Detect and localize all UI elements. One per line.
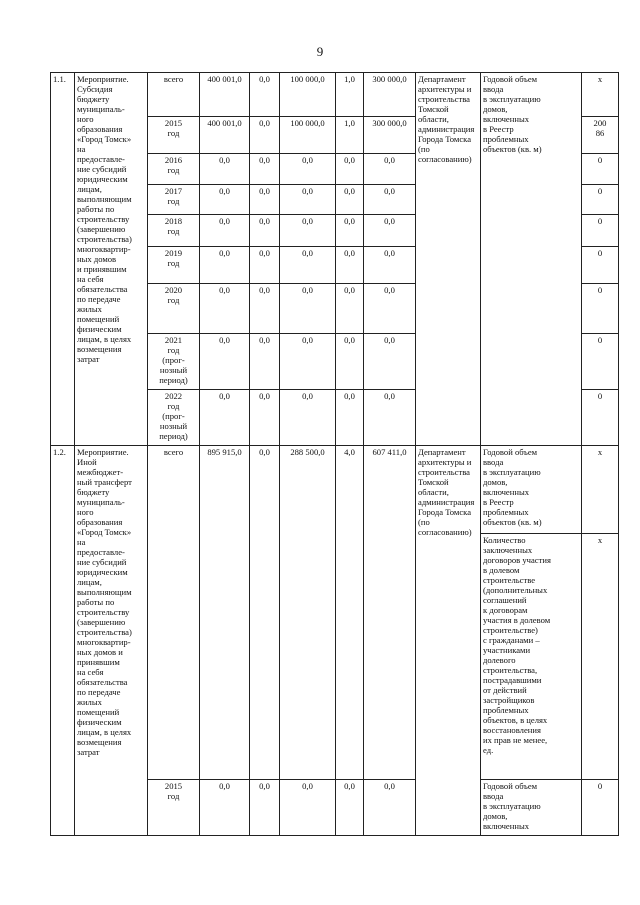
indicator-cell: Годовой объем ввода в эксплуатацию домов, включенных в Реестр проблемных объектов (кв. м) xyxy=(481,73,582,446)
value-cell: 0,0 xyxy=(364,390,416,446)
year-cell: 2022 год (прог- нозный период) xyxy=(148,390,200,446)
indicator-value: x xyxy=(582,534,619,780)
value-cell: 400 001,0 xyxy=(200,73,250,117)
value-cell: 0,0 xyxy=(250,390,280,446)
value-cell: 0,0 xyxy=(280,284,336,334)
indicator-value: 0 xyxy=(582,284,619,334)
value-cell: 100 000,0 xyxy=(280,73,336,117)
indicator-cell: Годовой объем ввода в эксплуатацию домов, включенных xyxy=(481,780,582,836)
value-cell: 0,0 xyxy=(364,334,416,390)
value-cell: 0,0 xyxy=(200,284,250,334)
indicator-value: 0 xyxy=(582,154,619,185)
value-cell: 0,0 xyxy=(200,247,250,284)
value-cell: 0,0 xyxy=(200,334,250,390)
value-cell: 0,0 xyxy=(200,780,250,836)
value-cell: 0,0 xyxy=(280,154,336,185)
value-cell: 0,0 xyxy=(364,247,416,284)
value-cell: 288 500,0 xyxy=(280,446,336,780)
table-row xyxy=(51,446,619,534)
value-cell: 300 000,0 xyxy=(364,73,416,117)
value-cell: 0,0 xyxy=(200,154,250,185)
indicator-value: x xyxy=(582,446,619,534)
year-cell: 2021 год (прог- нозный период) xyxy=(148,334,200,390)
value-cell: 0,0 xyxy=(336,284,364,334)
value-cell: 0,0 xyxy=(250,117,280,154)
value-cell: 0,0 xyxy=(364,185,416,215)
value-cell: 0,0 xyxy=(250,247,280,284)
value-cell: 0,0 xyxy=(364,780,416,836)
value-cell: 0,0 xyxy=(336,154,364,185)
value-cell: 0,0 xyxy=(336,390,364,446)
value-cell: 0,0 xyxy=(280,780,336,836)
value-cell: 0,0 xyxy=(250,185,280,215)
value-cell: 4,0 xyxy=(336,446,364,780)
executor-cell: Департамент архитектуры и строительства Томской области, администрация Города Томска (по согласованию) xyxy=(416,446,481,836)
page-number: 9 xyxy=(316,44,324,59)
value-cell: 895 915,0 xyxy=(200,446,250,780)
year-cell: 2018 год xyxy=(148,215,200,247)
year-cell: 2016 год xyxy=(148,154,200,185)
event-description: Мероприятие. Субсидия бюджету муниципаль- ного образования «Город Томск» на предоставле- ние субсидий юридическим лицам, выполняющим работы по строительству (завершению строительства) многоквартир- ных домов и принявшим на себя обязательства по передаче жилых помещений физическим лицам, в целях возмещения затрат xyxy=(75,73,148,446)
value-cell: 0,0 xyxy=(280,215,336,247)
value-cell: 607 411,0 xyxy=(364,446,416,780)
indicator-value: 0 xyxy=(582,185,619,215)
value-cell: 0,0 xyxy=(250,154,280,185)
year-cell: всего xyxy=(148,446,200,780)
value-cell: 0,0 xyxy=(336,247,364,284)
value-cell: 0,0 xyxy=(280,390,336,446)
year-cell: всего xyxy=(148,73,200,117)
item-number: 1.2. xyxy=(51,446,75,836)
value-cell: 0,0 xyxy=(364,154,416,185)
value-cell: 1,0 xyxy=(336,117,364,154)
value-cell: 0,0 xyxy=(250,284,280,334)
value-cell: 0,0 xyxy=(200,390,250,446)
indicator-value: 0 xyxy=(582,247,619,284)
value-cell: 0,0 xyxy=(250,215,280,247)
indicator-cell: Годовой объем ввода в эксплуатацию домов, включенных в Реестр проблемных объектов (кв. м) xyxy=(481,446,582,534)
year-cell: 2020 год xyxy=(148,284,200,334)
year-cell: 2017 год xyxy=(148,185,200,215)
indicator-value: 200 86 xyxy=(582,117,619,154)
event-description: Мероприятие. Иной межбюджет- ный трансферт бюджету муниципаль- ного образования «Город Томск» на предоставле- ние субсидий юридическим лицам, выполняющим работы по строительству (завершению строительства) многоквартир- ных домов и принявшим на себя обязательства по передаче жилых помещений физическим лицам, в целях возмещения затрат xyxy=(75,446,148,836)
indicator-value: x xyxy=(582,73,619,117)
value-cell: 0,0 xyxy=(250,334,280,390)
value-cell: 0,0 xyxy=(364,284,416,334)
year-cell: 2015 год xyxy=(148,117,200,154)
indicator-value: 0 xyxy=(582,780,619,836)
value-cell: 0,0 xyxy=(364,215,416,247)
value-cell: 400 001,0 xyxy=(200,117,250,154)
value-cell: 0,0 xyxy=(280,185,336,215)
table-row xyxy=(51,73,619,117)
value-cell: 300 000,0 xyxy=(364,117,416,154)
value-cell: 0,0 xyxy=(336,185,364,215)
indicator-value: 0 xyxy=(582,334,619,390)
program-table xyxy=(50,72,619,836)
value-cell: 0,0 xyxy=(336,215,364,247)
item-number: 1.1. xyxy=(51,73,75,446)
value-cell: 0,0 xyxy=(250,780,280,836)
value-cell: 0,0 xyxy=(250,73,280,117)
executor-cell: Департамент архитектуры и строительства Томской области, администрация Города Томска (по согласованию) xyxy=(416,73,481,446)
value-cell: 0,0 xyxy=(336,334,364,390)
value-cell: 0,0 xyxy=(250,446,280,780)
value-cell: 0,0 xyxy=(200,185,250,215)
indicator-value: 0 xyxy=(582,215,619,247)
value-cell: 1,0 xyxy=(336,73,364,117)
year-cell: 2019 год xyxy=(148,247,200,284)
value-cell: 0,0 xyxy=(280,247,336,284)
value-cell: 0,0 xyxy=(200,215,250,247)
value-cell: 0,0 xyxy=(280,334,336,390)
value-cell: 100 000,0 xyxy=(280,117,336,154)
indicator-cell: Количество заключенных договоров участия в долевом строительстве (дополнительных соглашений к договорам участия в долевом строительстве) с гражданами – участниками долевого строительства, пострадавшими от действий застройщиков проблемных объектов, в целях восстановления их прав не менее, ед. xyxy=(481,534,582,780)
value-cell: 0,0 xyxy=(336,780,364,836)
year-cell: 2015 год xyxy=(148,780,200,836)
indicator-value: 0 xyxy=(582,390,619,446)
